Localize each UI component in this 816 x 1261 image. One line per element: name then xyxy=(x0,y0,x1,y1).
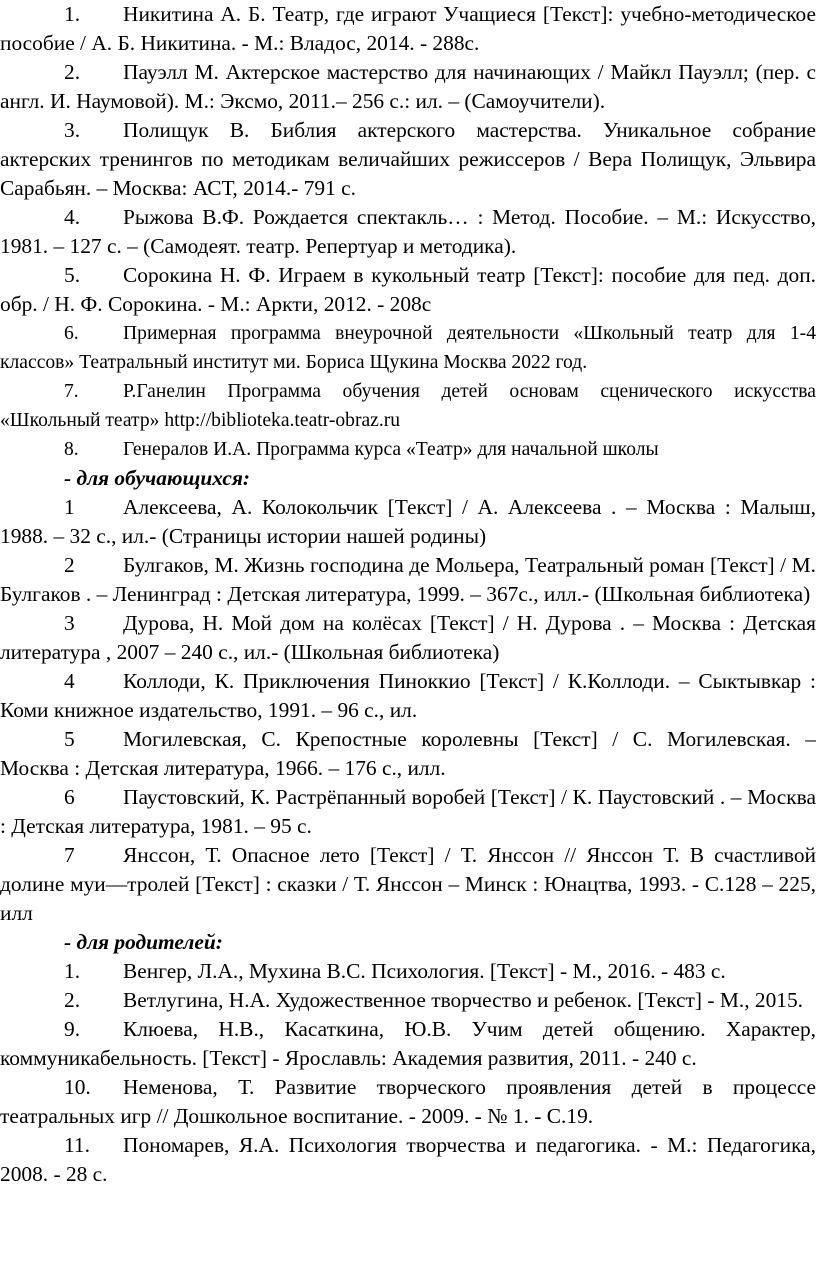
item-number: 1. xyxy=(64,959,81,983)
item-text: Коллоди, К. Приключения Пиноккио [Текст] / К.Коллоди. – Сыктывкар : Коми книжное издательство, 1991. – 96 с., ил. xyxy=(0,669,816,722)
item-number: 6. xyxy=(64,323,79,344)
item-number: 11. xyxy=(64,1133,90,1157)
list-item xyxy=(0,1015,816,1073)
list-item xyxy=(0,783,816,841)
item-text: Булгаков, М. Жизнь господина де Мольера, Театральный роман [Текст] / М. Булгаков . – Ленинград : Детская литература, 1999. – 367с., илл.- (Школьная библиотека) xyxy=(0,553,816,606)
parents-list xyxy=(0,957,816,1189)
item-text: Генералов И.А. Программа курса «Театр» для начальной школы xyxy=(123,439,659,460)
list-item xyxy=(0,203,816,261)
item-text: Могилевская, С. Крепостные королевны [Текст] / С. Могилевская. – Москва : Детская литература, 1966. – 176 с., илл. xyxy=(0,727,816,780)
list-item xyxy=(0,667,816,725)
item-number: 6 xyxy=(64,785,75,809)
list-item xyxy=(0,319,816,377)
item-number: 5 xyxy=(64,727,75,751)
item-text: Венгер, Л.А., Мухина В.С. Психология. [Текст] - М., 2016. - 483 с. xyxy=(123,959,726,983)
list-item xyxy=(0,435,816,464)
item-number: 10. xyxy=(64,1075,91,1099)
list-item xyxy=(0,493,816,551)
item-number: 4 xyxy=(64,669,75,693)
list-item xyxy=(0,551,816,609)
list-item xyxy=(0,725,816,783)
list-item xyxy=(0,116,816,203)
item-number: 3. xyxy=(64,118,81,142)
item-text: Дурова, Н. Мой дом на колёсах [Текст] / Н. Дурова . – Москва : Детская литература , 2007 – 240 с., ил.- (Школьная библиотека) xyxy=(0,611,816,664)
item-number: 4. xyxy=(64,205,81,229)
item-text: Р.Ганелин Программа обучения детей основам сценического искусства «Школьный театр» http://biblioteka.teatr-obraz.ru xyxy=(0,381,816,431)
item-text: Неменова, Т. Развитие творческого проявления детей в процессе театральных игр // Дошкольное воспитание. - 2009. - № 1. - С.19. xyxy=(0,1075,816,1128)
list-item xyxy=(0,261,816,319)
list-item xyxy=(0,841,816,928)
item-text: Янссон, Т. Опасное лето [Текст] / Т. Янссон // Янссон Т. В счастливой долине муи—тролей [Текст] : сказки / Т. Янссон – Минск : Юнацтва, 1993. - С.128 – 225, илл xyxy=(0,843,816,925)
item-text: Никитина А. Б. Театр, где играют Учащиеся [Текст]: учебно-методическое пособие / А. Б. Никитина. - М.: Владос, 2014. - 288с. xyxy=(0,2,816,55)
item-number: 2. xyxy=(64,988,81,1012)
item-text: Алексеева, А. Колокольчик [Текст] / А. Алексеева . – Москва : Малыш, 1988. – 32 с., ил.- (Страницы истории нашей родины) xyxy=(0,495,816,548)
item-number: 2. xyxy=(64,60,81,84)
item-number: 8. xyxy=(64,439,79,460)
item-number: 1 xyxy=(64,495,75,519)
teachers-list xyxy=(0,0,816,464)
item-number: 7. xyxy=(64,381,79,402)
item-text: Пауэлл М. Актерское мастерство для начинающих / Майкл Пауэлл; (пер. с англ. И. Наумовой). М.: Эксмо, 2011.– 256 с.: ил. – (Самоучители). xyxy=(0,60,816,113)
list-item xyxy=(0,957,816,986)
item-number: 1. xyxy=(64,2,81,26)
item-text: Паустовский, К. Растрёпанный воробей [Текст] / К. Паустовский . – Москва : Детская литература, 1981. – 95 с. xyxy=(0,785,816,838)
item-text: Сорокина Н. Ф. Играем в кукольный театр [Текст]: пособие для пед. доп. обр. / Н. Ф. Сорокина. - М.: Аркти, 2012. - 208с xyxy=(0,263,816,316)
list-item xyxy=(0,58,816,116)
item-number: 2 xyxy=(64,553,75,577)
item-number: 3 xyxy=(64,611,75,635)
parents-heading: - для родителей: xyxy=(64,930,223,954)
list-item xyxy=(0,986,816,1015)
students-list xyxy=(0,493,816,928)
list-item xyxy=(0,609,816,667)
list-item xyxy=(0,1131,816,1189)
item-text: Пономарев, Я.А. Психология творчества и педагогика. - М.: Педагогика, 2008. - 28 с. xyxy=(0,1133,816,1186)
item-text: Примерная программа внеурочной деятельности «Школьный театр для 1-4 классов» Театральный институт ми. Бориса Щукина Москва 2022 год. xyxy=(0,323,816,373)
item-number: 5. xyxy=(64,263,81,287)
list-item xyxy=(0,0,816,58)
item-number: 7 xyxy=(64,843,75,867)
item-text: Клюева, Н.В., Касаткина, Ю.В. Учим детей общению. Характер, коммуникабельность. [Текст] - Ярославль: Академия развития, 2011. - 240 с. xyxy=(0,1017,816,1070)
list-item xyxy=(0,1073,816,1131)
students-heading: - для обучающихся: xyxy=(64,466,251,490)
item-text: Полищук В. Библия актерского мастерства. Уникальное собрание актерских тренингов по методикам величайших режиссеров / Вера Полищук, Эльвира Сарабьян. – Москва: АСТ, 2014.- 791 с. xyxy=(0,118,816,200)
item-text: Рыжова В.Ф. Рождается спектакль… : Метод. Пособие. – М.: Искусство, 1981. – 127 с. – (Самодеят. театр. Репертуар и методика). xyxy=(0,205,816,258)
item-number: 9. xyxy=(64,1017,81,1041)
item-text: Ветлугина, Н.А. Художественное творчество и ребенок. [Текст] - М., 2015. xyxy=(123,988,804,1012)
list-item xyxy=(0,377,816,435)
